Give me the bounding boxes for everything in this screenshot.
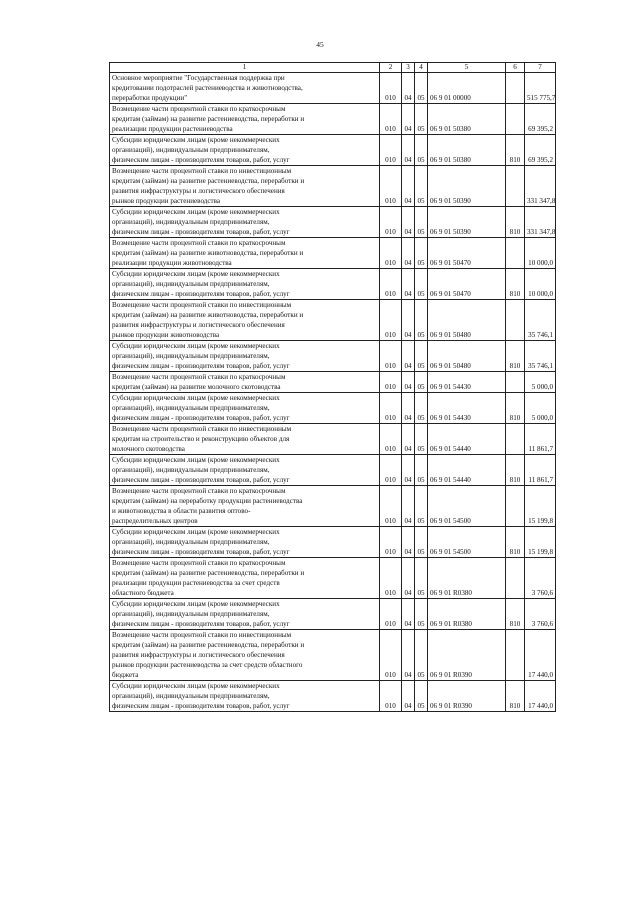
section-cell: 04 bbox=[402, 599, 415, 630]
description-line: Субсидии юридическим лицам (кроме некоммерческих bbox=[112, 208, 280, 216]
description-line: физическим лицам - производителям товаров, работ, услуг bbox=[112, 620, 290, 628]
expense-type-cell bbox=[506, 424, 525, 455]
description-cell bbox=[110, 372, 380, 393]
target-article-cell: 06 9 01 50470 bbox=[428, 269, 506, 300]
amount-cell: 5 000,0 bbox=[525, 393, 556, 424]
table-row bbox=[110, 372, 556, 393]
amount-cell: 10 000,0 bbox=[525, 238, 556, 269]
description-cell bbox=[110, 455, 380, 486]
description-line: кредитам (займам) на развитие растениеводства, переработки и bbox=[112, 177, 305, 185]
table-row bbox=[110, 341, 556, 372]
amount-cell: 17 440,0 bbox=[525, 681, 556, 712]
section-cell: 04 bbox=[402, 424, 415, 455]
description-line: Субсидии юридическим лицам (кроме некоммерческих bbox=[112, 456, 280, 464]
target-article-cell: 06 9 01 R0380 bbox=[428, 558, 506, 599]
description-line: Субсидии юридическим лицам (кроме некоммерческих bbox=[112, 136, 280, 144]
amount-cell: 35 746,1 bbox=[525, 341, 556, 372]
table-row bbox=[110, 207, 556, 238]
description-line: Субсидии юридическим лицам (кроме некоммерческих bbox=[112, 600, 280, 608]
section-cell: 04 bbox=[402, 135, 415, 166]
amount-cell: 17 440,0 bbox=[525, 630, 556, 681]
table-row bbox=[110, 486, 556, 527]
description-line: кредитам (займам) на переработку продукции растениеводства bbox=[112, 497, 303, 505]
description-line: физическим лицам - производителям товаров, работ, услуг bbox=[112, 702, 290, 710]
description-line: кредитам (займам) на развитие растениеводства, переработки и bbox=[112, 641, 305, 649]
description-line: организаций), индивидуальным предпринимателям, bbox=[112, 218, 270, 226]
description-line: реализации продукции растениеводства bbox=[112, 125, 233, 133]
subsection-cell: 05 bbox=[415, 207, 428, 238]
table-row bbox=[110, 455, 556, 486]
description-line: распределительных центров bbox=[112, 517, 198, 525]
description-line: кредитам (займам) на развитие животноводства, переработки и bbox=[112, 249, 304, 257]
grbs-cell: 010 bbox=[380, 372, 402, 393]
target-article-cell: 06 9 01 54430 bbox=[428, 393, 506, 424]
amount-cell: 3 760,6 bbox=[525, 558, 556, 599]
table-row bbox=[110, 630, 556, 681]
amount-cell: 10 000,0 bbox=[525, 269, 556, 300]
header-cell-subsection: 4 bbox=[415, 63, 428, 73]
description-line: Субсидии юридическим лицам (кроме некоммерческих bbox=[112, 682, 280, 690]
description-line: рынков продукции животноводства bbox=[112, 331, 220, 339]
subsection-cell: 05 bbox=[415, 630, 428, 681]
expense-type-cell bbox=[506, 166, 525, 207]
header-cell-description: 1 bbox=[110, 63, 380, 73]
grbs-cell: 010 bbox=[380, 558, 402, 599]
table-row bbox=[110, 424, 556, 455]
amount-cell: 331 347,8 bbox=[525, 166, 556, 207]
subsection-cell: 05 bbox=[415, 166, 428, 207]
section-cell: 04 bbox=[402, 207, 415, 238]
grbs-cell: 010 bbox=[380, 630, 402, 681]
table-row bbox=[110, 269, 556, 300]
description-line: организаций), индивидуальным предпринимателям, bbox=[112, 610, 270, 618]
target-article-cell: 06 9 01 54500 bbox=[428, 527, 506, 558]
description-cell bbox=[110, 599, 380, 630]
grbs-cell: 010 bbox=[380, 455, 402, 486]
section-cell: 04 bbox=[402, 527, 415, 558]
subsection-cell: 05 bbox=[415, 455, 428, 486]
description-line: Возмещение части процентной ставки по краткосрочным bbox=[112, 373, 286, 381]
subsection-cell: 05 bbox=[415, 599, 428, 630]
section-cell: 04 bbox=[402, 166, 415, 207]
grbs-cell: 010 bbox=[380, 486, 402, 527]
expense-type-cell bbox=[506, 558, 525, 599]
description-line: развития инфраструктуры и логистического обеспечения bbox=[112, 321, 285, 329]
section-cell: 04 bbox=[402, 73, 415, 104]
expense-type-cell: 810 bbox=[506, 269, 525, 300]
grbs-cell: 010 bbox=[380, 599, 402, 630]
expense-type-cell: 810 bbox=[506, 455, 525, 486]
table-row bbox=[110, 681, 556, 712]
subsection-cell: 05 bbox=[415, 300, 428, 341]
header-cell-grbs: 2 bbox=[380, 63, 402, 73]
description-line: физическим лицам - производителям товаров, работ, услуг bbox=[112, 156, 290, 164]
target-article-cell: 06 9 01 54440 bbox=[428, 455, 506, 486]
grbs-cell: 010 bbox=[380, 104, 402, 135]
section-cell: 04 bbox=[402, 372, 415, 393]
target-article-cell: 06 9 01 R0380 bbox=[428, 599, 506, 630]
expense-type-cell bbox=[506, 630, 525, 681]
grbs-cell: 010 bbox=[380, 73, 402, 104]
description-line: Возмещение части процентной ставки по инвестиционным bbox=[112, 631, 292, 639]
header-cell-section: 3 bbox=[402, 63, 415, 73]
target-article-cell: 06 9 01 50380 bbox=[428, 135, 506, 166]
description-line: кредитам на строительство и реконструкцию объектов для bbox=[112, 435, 290, 443]
subsection-cell: 05 bbox=[415, 341, 428, 372]
description-line: физическим лицам - производителям товаров, работ, услуг bbox=[112, 476, 290, 484]
grbs-cell: 010 bbox=[380, 269, 402, 300]
grbs-cell: 010 bbox=[380, 135, 402, 166]
description-line: организаций), индивидуальным предпринимателям, bbox=[112, 692, 270, 700]
subsection-cell: 05 bbox=[415, 372, 428, 393]
description-line: организаций), индивидуальным предпринимателям, bbox=[112, 352, 270, 360]
target-article-cell: 06 9 01 R0390 bbox=[428, 630, 506, 681]
description-line: кредитовании подотраслей растениеводства и животноводства, bbox=[112, 84, 303, 92]
description-line: Возмещение части процентной ставки по инвестиционным bbox=[112, 167, 292, 175]
amount-cell: 5 000,0 bbox=[525, 372, 556, 393]
amount-cell: 69 395,2 bbox=[525, 135, 556, 166]
description-cell bbox=[110, 558, 380, 599]
subsection-cell: 05 bbox=[415, 269, 428, 300]
grbs-cell: 010 bbox=[380, 424, 402, 455]
description-cell bbox=[110, 486, 380, 527]
subsection-cell: 05 bbox=[415, 424, 428, 455]
description-line: Возмещение части процентной ставки по краткосрочным bbox=[112, 239, 286, 247]
grbs-cell: 010 bbox=[380, 166, 402, 207]
header-cell-expense-type: 6 bbox=[506, 63, 525, 73]
subsection-cell: 05 bbox=[415, 558, 428, 599]
description-cell bbox=[110, 424, 380, 455]
amount-cell: 35 746,1 bbox=[525, 300, 556, 341]
grbs-cell: 010 bbox=[380, 238, 402, 269]
section-cell: 04 bbox=[402, 681, 415, 712]
description-line: развития инфраструктуры и логистического обеспечения bbox=[112, 651, 285, 659]
target-article-cell: 06 9 01 50470 bbox=[428, 238, 506, 269]
target-article-cell: 06 9 01 50390 bbox=[428, 207, 506, 238]
subsection-cell: 05 bbox=[415, 527, 428, 558]
amount-cell: 11 861,7 bbox=[525, 455, 556, 486]
table-body bbox=[110, 73, 556, 712]
table-row bbox=[110, 393, 556, 424]
description-line: Субсидии юридическим лицам (кроме некоммерческих bbox=[112, 342, 280, 350]
description-line: Основное мероприятие "Государственная поддержка при bbox=[112, 74, 285, 82]
description-line: реализации продукции животноводства bbox=[112, 259, 232, 267]
description-line: Возмещение части процентной ставки по краткосрочным bbox=[112, 105, 286, 113]
target-article-cell: 06 9 01 54430 bbox=[428, 372, 506, 393]
description-cell bbox=[110, 269, 380, 300]
table-row bbox=[110, 300, 556, 341]
subsection-cell: 05 bbox=[415, 681, 428, 712]
amount-cell: 69 395,2 bbox=[525, 104, 556, 135]
expense-type-cell bbox=[506, 73, 525, 104]
grbs-cell: 010 bbox=[380, 300, 402, 341]
description-line: организаций), индивидуальным предпринимателям, bbox=[112, 538, 270, 546]
header-cell-target-article: 5 bbox=[428, 63, 506, 73]
table-row bbox=[110, 73, 556, 104]
description-line: физическим лицам - производителям товаров, работ, услуг bbox=[112, 228, 290, 236]
description-line: организаций), индивидуальным предпринимателям, bbox=[112, 404, 270, 412]
description-line: физическим лицам - производителям товаров, работ, услуг bbox=[112, 290, 290, 298]
description-line: физическим лицам - производителям товаров, работ, услуг bbox=[112, 548, 290, 556]
target-article-cell: 06 9 01 50380 bbox=[428, 104, 506, 135]
description-cell bbox=[110, 393, 380, 424]
subsection-cell: 05 bbox=[415, 238, 428, 269]
section-cell: 04 bbox=[402, 104, 415, 135]
expense-type-cell: 810 bbox=[506, 599, 525, 630]
description-line: Возмещение части процентной ставки по инвестиционным bbox=[112, 301, 292, 309]
subsection-cell: 05 bbox=[415, 104, 428, 135]
target-article-cell: 06 9 01 50480 bbox=[428, 341, 506, 372]
description-cell bbox=[110, 300, 380, 341]
description-cell bbox=[110, 207, 380, 238]
amount-cell: 515 775,7 bbox=[525, 73, 556, 104]
amount-cell: 11 861,7 bbox=[525, 424, 556, 455]
amount-cell: 15 199,8 bbox=[525, 486, 556, 527]
target-article-cell: 06 9 01 00000 bbox=[428, 73, 506, 104]
description-line: Субсидии юридическим лицам (кроме некоммерческих bbox=[112, 270, 280, 278]
table-row bbox=[110, 558, 556, 599]
description-cell bbox=[110, 166, 380, 207]
subsection-cell: 05 bbox=[415, 393, 428, 424]
target-article-cell: 06 9 01 54440 bbox=[428, 424, 506, 455]
target-article-cell: 06 9 01 54500 bbox=[428, 486, 506, 527]
grbs-cell: 010 bbox=[380, 527, 402, 558]
description-line: физическим лицам - производителям товаров, работ, услуг bbox=[112, 362, 290, 370]
description-line: кредитам (займам) на развитие животноводства, переработки и bbox=[112, 311, 304, 319]
description-cell bbox=[110, 104, 380, 135]
expense-type-cell: 810 bbox=[506, 393, 525, 424]
description-line: рынков продукции растениеводства за счет средств областного bbox=[112, 661, 303, 669]
description-line: кредитам (займам) на развитие растениеводства, переработки и bbox=[112, 115, 305, 123]
description-line: физическим лицам - производителям товаров, работ, услуг bbox=[112, 414, 290, 422]
section-cell: 04 bbox=[402, 269, 415, 300]
expense-type-cell: 810 bbox=[506, 135, 525, 166]
section-cell: 04 bbox=[402, 486, 415, 527]
expense-type-cell: 810 bbox=[506, 681, 525, 712]
description-cell bbox=[110, 135, 380, 166]
description-cell bbox=[110, 238, 380, 269]
description-line: Субсидии юридическим лицам (кроме некоммерческих bbox=[112, 528, 280, 536]
table-row bbox=[110, 238, 556, 269]
expense-type-cell: 810 bbox=[506, 341, 525, 372]
section-cell: 04 bbox=[402, 558, 415, 599]
expense-type-cell bbox=[506, 238, 525, 269]
expense-type-cell bbox=[506, 300, 525, 341]
grbs-cell: 010 bbox=[380, 393, 402, 424]
page-number: 45 bbox=[316, 40, 324, 49]
description-line: молочного скотоводства bbox=[112, 445, 185, 453]
description-line: Возмещение части процентной ставки по краткосрочным bbox=[112, 487, 286, 495]
expense-type-cell: 810 bbox=[506, 527, 525, 558]
section-cell: 04 bbox=[402, 238, 415, 269]
description-line: развития инфраструктуры и логистического обеспечения bbox=[112, 187, 285, 195]
section-cell: 04 bbox=[402, 341, 415, 372]
table-row bbox=[110, 166, 556, 207]
section-cell: 04 bbox=[402, 630, 415, 681]
table-row bbox=[110, 527, 556, 558]
subsection-cell: 05 bbox=[415, 486, 428, 527]
description-line: рынков продукции растениеводства bbox=[112, 197, 221, 205]
description-line: Субсидии юридическим лицам (кроме некоммерческих bbox=[112, 394, 280, 402]
description-line: кредитам (займам) на развитие растениеводства, переработки и bbox=[112, 569, 305, 577]
description-line: переработки продукции" bbox=[112, 94, 188, 102]
amount-cell: 331 347,8 bbox=[525, 207, 556, 238]
amount-cell: 15 199,8 bbox=[525, 527, 556, 558]
header-row bbox=[110, 63, 556, 73]
expense-type-cell bbox=[506, 104, 525, 135]
expense-type-cell: 810 bbox=[506, 207, 525, 238]
description-cell bbox=[110, 681, 380, 712]
section-cell: 04 bbox=[402, 455, 415, 486]
description-line: и животноводства в области развития оптово- bbox=[112, 507, 251, 515]
budget-table bbox=[109, 62, 556, 712]
table-row bbox=[110, 599, 556, 630]
amount-cell: 3 760,6 bbox=[525, 599, 556, 630]
description-line: организаций), индивидуальным предпринимателям, bbox=[112, 466, 270, 474]
subsection-cell: 05 bbox=[415, 73, 428, 104]
section-cell: 04 bbox=[402, 393, 415, 424]
table-row bbox=[110, 104, 556, 135]
description-line: областного бюджета bbox=[112, 589, 174, 597]
section-cell: 04 bbox=[402, 300, 415, 341]
description-line: организаций), индивидуальным предпринимателям, bbox=[112, 146, 270, 154]
grbs-cell: 010 bbox=[380, 341, 402, 372]
subsection-cell: 05 bbox=[415, 135, 428, 166]
description-cell bbox=[110, 630, 380, 681]
grbs-cell: 010 bbox=[380, 681, 402, 712]
description-cell bbox=[110, 527, 380, 558]
grbs-cell: 010 bbox=[380, 207, 402, 238]
target-article-cell: 06 9 01 R0390 bbox=[428, 681, 506, 712]
description-line: Возмещение части процентной ставки по инвестиционным bbox=[112, 425, 292, 433]
header-cell-amount: 7 bbox=[525, 63, 556, 73]
target-article-cell: 06 9 01 50390 bbox=[428, 166, 506, 207]
description-line: организаций), индивидуальным предпринимателям, bbox=[112, 280, 270, 288]
description-line: кредитам (займам) на развитие молочного скотоводства bbox=[112, 383, 281, 391]
expense-type-cell bbox=[506, 486, 525, 527]
expense-type-cell bbox=[506, 372, 525, 393]
target-article-cell: 06 9 01 50480 bbox=[428, 300, 506, 341]
description-cell bbox=[110, 341, 380, 372]
description-line: Возмещение части процентной ставки по краткосрочным bbox=[112, 559, 286, 567]
description-line: реализации продукции растениеводства за счет средств bbox=[112, 579, 280, 587]
description-cell bbox=[110, 73, 380, 104]
table-row bbox=[110, 135, 556, 166]
description-line: бюджета bbox=[112, 671, 139, 679]
